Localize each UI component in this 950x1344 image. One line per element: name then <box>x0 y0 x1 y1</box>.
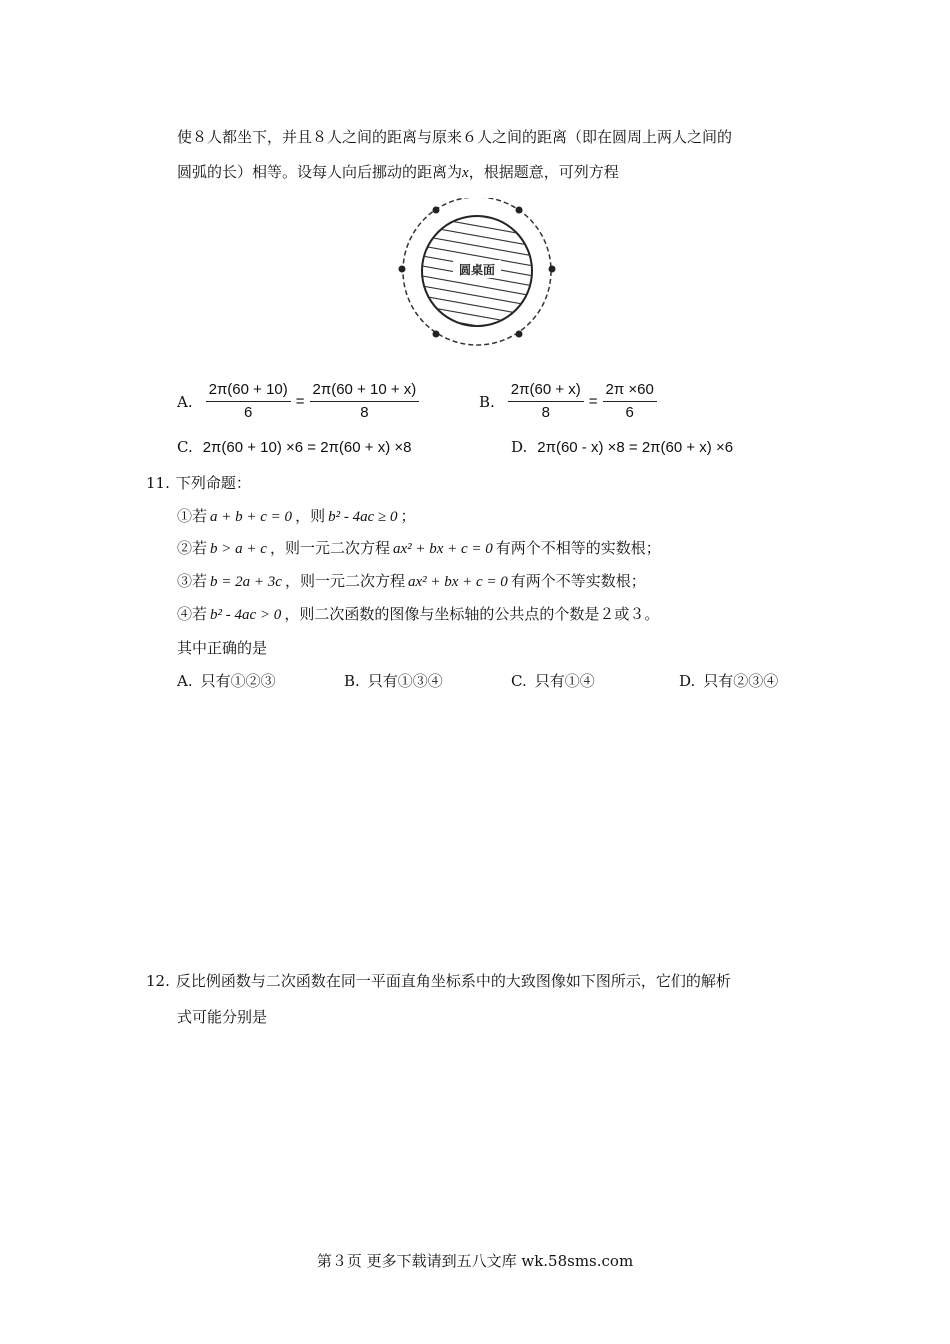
table-label: 圆桌面 <box>458 263 496 277</box>
item-text: 若 <box>192 507 208 525</box>
option-label: A. <box>177 392 193 411</box>
option-label: C. <box>511 672 527 690</box>
item-text: 若 <box>192 572 208 590</box>
item-mark: ④ <box>177 605 193 623</box>
q11-option-c[interactable] <box>511 670 595 692</box>
q10-option-a[interactable] <box>177 379 422 424</box>
q11-item-2 <box>177 537 661 560</box>
seat-dot <box>516 207 523 214</box>
option-label: B. <box>479 392 495 411</box>
q11-option-a[interactable] <box>177 670 276 692</box>
seat-dot <box>516 331 523 338</box>
option-text: 只有②③④ <box>703 672 779 690</box>
question-stem: 下列命题： <box>175 474 251 492</box>
q12-line2: 式可能分别是 <box>177 1008 268 1026</box>
question-text: 反比例函数与二次函数在同一平面直角坐标系中的大致图像如下图所示，它们的解析 <box>175 972 731 990</box>
q10-option-c[interactable] <box>177 436 411 459</box>
q10-line2-tail: ，根据题意，可列方程 <box>468 163 619 181</box>
q10-variable-x: x <box>462 165 469 181</box>
item-mark: ① <box>177 507 193 525</box>
numerator: 2π(60 + 10 + x) <box>310 379 420 402</box>
item-math: ax² + bx + c = 0 <box>407 574 508 590</box>
q10-text-line2 <box>177 161 619 184</box>
fraction <box>206 379 291 424</box>
fraction <box>508 379 584 424</box>
item-text: ，则二次函数的图像与坐标轴的公共点的个数是２或３。 <box>284 605 660 623</box>
item-math: b = 2a + 3c <box>210 574 282 590</box>
option-formula: 2π(60 + 10) ×6 = 2π(60 + x) ×8 <box>202 439 412 456</box>
item-math: b > a + c <box>210 541 267 557</box>
denominator: 8 <box>541 404 550 421</box>
fraction <box>603 379 657 424</box>
item-text: ，则一元二次方程 <box>269 539 390 557</box>
q10-option-d[interactable] <box>511 436 733 459</box>
equals-sign: = <box>295 393 305 410</box>
q11-option-d[interactable] <box>679 670 778 692</box>
numerator: 2π ×60 <box>603 379 657 402</box>
option-label: C. <box>177 438 193 456</box>
seat-dot <box>549 266 556 273</box>
denominator: 6 <box>244 404 253 421</box>
seat-dot <box>433 331 440 338</box>
question-number: 11. <box>146 474 170 492</box>
q11-item-1 <box>177 505 415 528</box>
item-math: b² - 4ac > 0 <box>210 607 282 623</box>
item-mark: ③ <box>177 572 193 590</box>
item-math: b² - 4ac ≥ 0 <box>328 509 398 525</box>
q11-item-4 <box>177 603 659 626</box>
round-table-figure <box>398 198 558 348</box>
item-mark: ② <box>177 539 193 557</box>
item-math: a + b + c = 0 <box>210 509 293 525</box>
q12-line1 <box>146 970 731 992</box>
item-text: 若 <box>192 539 208 557</box>
denominator: 6 <box>625 404 634 421</box>
question-number: 12. <box>146 972 170 990</box>
item-math: ax² + bx + c = 0 <box>392 541 493 557</box>
page-footer: 第３页 更多下载请到五八文库 wk.58sms.com <box>316 1252 634 1270</box>
item-text: 有两个不等实数根； <box>510 572 646 590</box>
item-text: 若 <box>192 605 208 623</box>
q10-text-line1: 使８人都坐下，并且８人之间的距离与原来６人之间的距离（即在圆周上两人之间的 <box>177 128 733 146</box>
option-label: D. <box>511 438 528 456</box>
q11-item-3 <box>177 570 646 593</box>
option-label: D. <box>679 672 696 690</box>
option-formula: 2π(60 - x) ×8 = 2π(60 + x) ×6 <box>537 439 734 456</box>
item-text: ； <box>400 507 416 525</box>
item-text: ，则一元二次方程 <box>284 572 405 590</box>
seat-dot <box>399 266 406 273</box>
numerator: 2π(60 + x) <box>508 379 584 402</box>
q10-option-b[interactable] <box>479 379 660 424</box>
option-text: 只有①④ <box>534 672 595 690</box>
option-label: A. <box>177 672 193 690</box>
option-text: 只有①②③ <box>200 672 276 690</box>
q11-header <box>146 472 251 494</box>
item-text: ，则 <box>295 507 326 525</box>
item-text: 有两个不相等的实数根； <box>495 539 661 557</box>
denominator: 8 <box>360 404 369 421</box>
option-text: 只有①③④ <box>367 672 443 690</box>
q10-line2-text: 圆弧的长）相等。设每人向后挪动的距离为 <box>177 163 463 181</box>
numerator: 2π(60 + 10) <box>206 379 291 402</box>
option-label: B. <box>344 672 360 690</box>
equals-sign: = <box>588 393 598 410</box>
fraction <box>310 379 420 424</box>
q11-conclusion: 其中正确的是 <box>177 639 268 657</box>
q11-option-b[interactable] <box>344 670 443 692</box>
seat-dot <box>433 207 440 214</box>
